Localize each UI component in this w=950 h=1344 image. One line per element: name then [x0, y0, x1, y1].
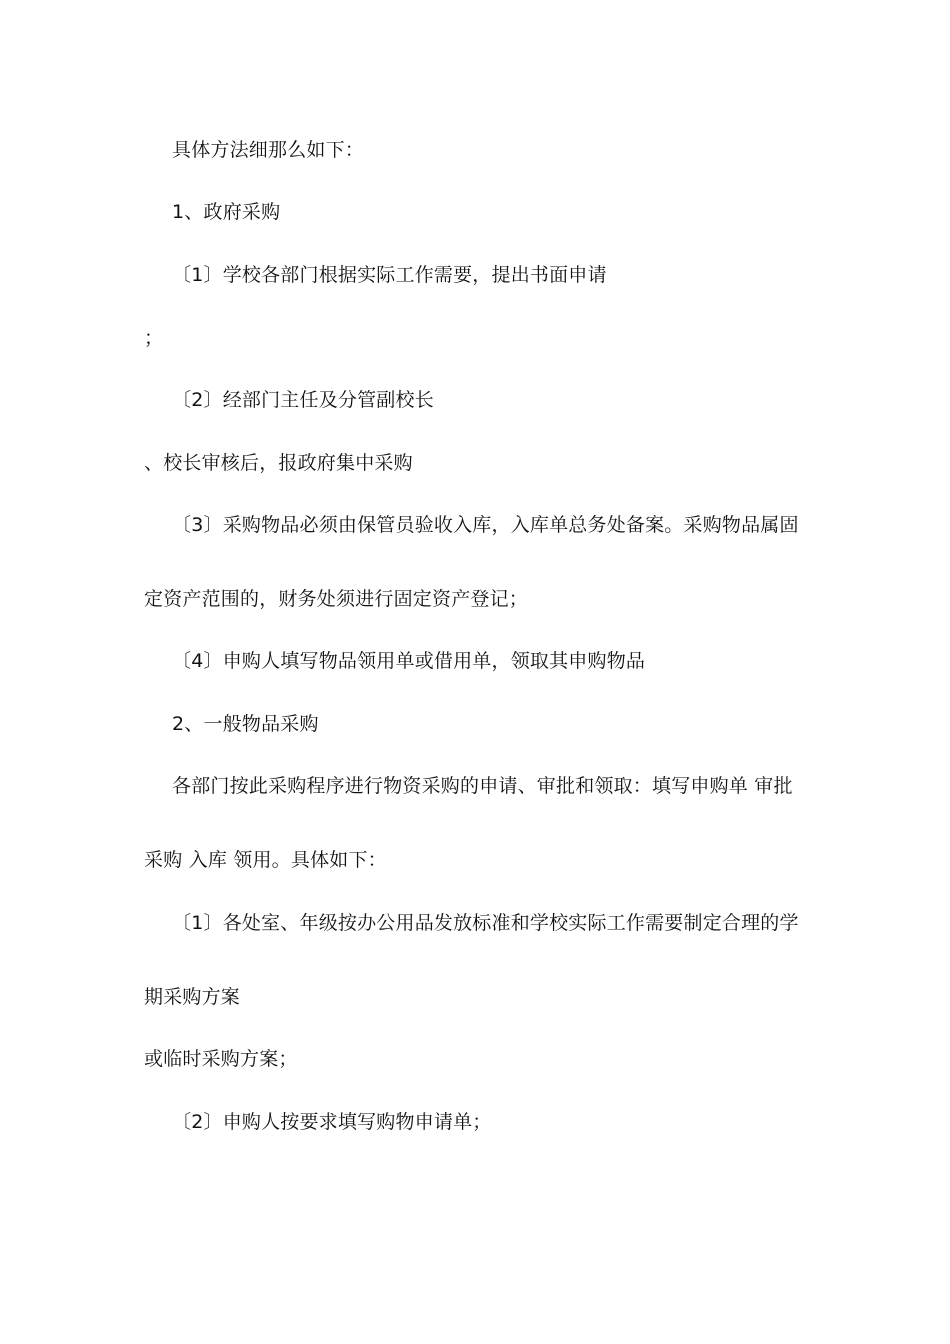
paragraph-line: 〔1〕学校各部门根据实际工作需要，提出书面申请 — [172, 264, 607, 286]
section-heading-general-procurement: 2、一般物品采购 — [172, 713, 319, 735]
paragraph-line: 〔2〕申购人按要求填写购物申请单； — [172, 1111, 492, 1133]
paragraph-line: 〔4〕申购人填写物品领用单或借用单，领取其申购物品 — [172, 650, 646, 672]
paragraph-line: 〔3〕采购物品必须由保管员验收入库，入库单总务处备案。采购物品属固 — [172, 514, 799, 536]
paragraph-line: 〔2〕经部门主任及分管副校长 — [172, 389, 434, 411]
paragraph-line: 定资产范围的，财务处须进行固定资产登记； — [144, 588, 529, 610]
intro-line: 具体方法细那么如下： — [172, 139, 365, 161]
paragraph-line: 〔1〕各处室、年级按办公用品发放标准和学校实际工作需要制定合理的学 — [172, 912, 799, 934]
paragraph-line: 采购 入库 领用。具体如下： — [144, 849, 387, 871]
paragraph-line: 期采购方案 — [144, 986, 241, 1008]
section-heading-government-procurement: 1、政府采购 — [172, 201, 281, 223]
paragraph-line: ； — [144, 327, 164, 349]
paragraph-line: 各部门按此采购程序进行物资采购的申请、审批和领取：填写申购单 审批 — [172, 775, 793, 797]
paragraph-line: 、校长审核后，报政府集中采购 — [144, 452, 413, 474]
paragraph-line: 或临时采购方案； — [144, 1048, 298, 1070]
